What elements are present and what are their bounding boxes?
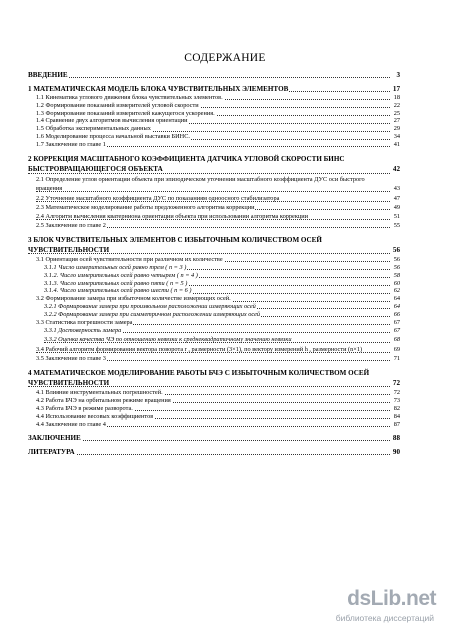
toc-entry xyxy=(28,126,400,132)
toc-entry xyxy=(28,320,400,326)
toc-entry-title: 3.5 Заключение по главе 3 xyxy=(36,354,106,362)
toc-entry-page: 88 xyxy=(392,433,400,442)
toc-entry-page: 67 xyxy=(393,326,400,334)
toc-entry xyxy=(28,155,400,174)
toc-entry-title: 2.1 Определение углов ориентации объекта при эпизодическом уточнении масштабного коэффициента ДУС оси быстрого вращения xyxy=(36,176,365,192)
toc-entry xyxy=(28,103,400,109)
toc-entry-page: 90 xyxy=(392,447,400,456)
toc-entry-page: 47 xyxy=(393,194,400,202)
toc-entry-title: 3.2.2 Формирование замера при симметричном расположении измеряющих осей xyxy=(44,311,261,319)
toc-entry-page: 55 xyxy=(393,221,400,229)
toc-entry xyxy=(28,414,400,420)
toc-entry xyxy=(28,328,400,334)
dot-leader xyxy=(28,77,390,78)
toc-entry-title: 4.3 Работа БЧЭ в режиме разворота. xyxy=(36,404,133,412)
toc-entry xyxy=(28,281,400,287)
toc-entry-page: 51 xyxy=(393,212,400,220)
toc-entry-page: 71 xyxy=(393,354,400,362)
toc-entry-title: 4 МАТЕМАТИЧЕСКОЕ МОДЕЛИРОВАНИЕ РАБОТЫ БЧЭ С ИЗБЫТОЧНЫМ КОЛИЧЕСТВОМ ОСЕЙ ЧУВСТВИТЕЛЬНОСТИ xyxy=(28,369,370,387)
toc-entry xyxy=(28,213,400,222)
toc-entry-page: 66 xyxy=(393,311,400,319)
toc-entry xyxy=(28,398,400,404)
toc-entry xyxy=(28,134,400,140)
toc-entry-page: 68 xyxy=(393,335,400,343)
toc-entry-title: 3.3.2 Оценка качества ЧЭ по отношению невязки к среднеквадратичному значению невязки xyxy=(44,335,292,343)
toc-entry-title: 3.4 Рабочий алгоритм формирования вектора поворота r , размерности (3×1), по вектору измерений h , размерности (n×1) xyxy=(36,345,363,353)
toc-entry-title: 1.7 Заключение по главе 1 xyxy=(36,141,106,149)
dot-leader xyxy=(28,454,390,455)
toc-entry xyxy=(28,118,400,124)
toc-entry-page: 27 xyxy=(393,117,400,125)
toc-entry-page: 22 xyxy=(393,101,400,109)
toc-entry xyxy=(28,142,400,148)
toc-entry xyxy=(28,390,400,396)
toc-entry-page: 42 xyxy=(392,164,400,173)
toc-entry-title: 4.2 Работа БЧЭ на орбитальном режиме вращения xyxy=(36,396,171,404)
toc-entry-page: 17 xyxy=(392,85,400,94)
toc-entry-title: 3.1.1 Число измерительных осей равно трем ( n = 3 ) xyxy=(44,263,187,271)
toc-entry xyxy=(28,86,400,93)
toc-entry-page: 49 xyxy=(393,203,400,211)
toc-entry xyxy=(28,369,400,388)
toc-entry-title: 3.1.2. Число измерительных осей равно четырем ( n = 4 ) xyxy=(44,271,198,279)
toc-entry-title: 2.3 Математическое моделирование работы предложенного алгоритма коррекции xyxy=(36,203,255,211)
table-of-contents xyxy=(28,72,400,456)
toc-entry-page: 69 xyxy=(393,345,400,353)
toc-entry xyxy=(28,312,400,318)
toc-entry-page: 82 xyxy=(393,404,400,412)
toc-entry-title: 2.4 Алгоритм вычисления кватерниона ориентации объекта при использовании алгоритма коррекции xyxy=(36,212,309,220)
toc-entry-title: 3.2.1 Формирование замера при произвольном расположении измеряющих осей xyxy=(44,303,256,311)
toc-entry xyxy=(28,257,400,263)
page-title: СОДЕРЖАНИЕ xyxy=(184,52,266,64)
toc-entry-title: 1.5 Обработка экспериментальных данных xyxy=(36,125,151,133)
toc-entry-page: 58 xyxy=(393,271,400,279)
toc-entry-title: 4.1 Влияние инструментальных погрешностей. xyxy=(36,388,163,396)
toc-entry xyxy=(28,95,400,101)
toc-entry-page: 29 xyxy=(393,125,400,133)
toc-entry-page: 60 xyxy=(393,279,400,287)
toc-entry-page: 87 xyxy=(393,420,400,428)
toc-entry xyxy=(28,406,400,412)
toc-entry-page: 72 xyxy=(392,378,400,387)
toc-entry xyxy=(28,422,400,428)
toc-entry-page: 34 xyxy=(393,133,400,141)
toc-entry-title: ЛИТЕРАТУРА xyxy=(28,447,75,456)
toc-entry-title: 4.4 Использование весовых коэффициентов xyxy=(36,412,154,420)
toc-entry-title: 1 МАТЕМАТИЧЕСКАЯ МОДЕЛЬ БЛОКА ЧУВСТВИТЕЛЬНЫХ ЭЛЕМЕНТОВ xyxy=(28,85,289,94)
toc-entry-page: 56 xyxy=(393,263,400,271)
toc-entry-page: 64 xyxy=(393,303,400,311)
toc-entry-page: 72 xyxy=(393,388,400,396)
toc-entry xyxy=(28,176,400,193)
toc-entry-title: 1.1 Кинематика углового движения блока чувствительных элементов. xyxy=(36,93,223,101)
toc-entry xyxy=(28,205,400,211)
toc-entry-page: 56 xyxy=(392,245,400,254)
toc-entry-title: 2.2 Уточнение масштабного коэффициента ДУС по показаниям одноосного стабилизатора xyxy=(36,194,280,202)
toc-entry-page: 18 xyxy=(393,93,400,101)
watermark xyxy=(316,587,436,627)
toc-entry-title: 2 КОРРЕКЦИЯ МАСШТАБНОГО КОЭФФИЦИЕНТА ДАТЧИКА УГЛОВОЙ СКОРОСТИ БИНС БЫСТРОВРАЩАЮЩЕГОСЯ ОБЪЕКТА xyxy=(28,155,345,173)
toc-entry-title: 3.3 Статистика погрешности замера xyxy=(36,318,133,326)
toc-entry xyxy=(28,356,400,362)
toc-entry-page: 56 xyxy=(393,255,400,263)
toc-entry xyxy=(28,236,400,255)
toc-entry xyxy=(28,296,400,302)
toc-entry xyxy=(28,346,400,355)
toc-entry-title: ЗАКЛЮЧЕНИЕ xyxy=(28,433,81,442)
toc-entry-title: 3.3.1 Достоверность замера xyxy=(44,326,122,334)
toc-entry xyxy=(28,288,400,294)
toc-entry-title: 3.2 Формирование замера при избыточном количестве измерющих осей. xyxy=(36,295,231,303)
toc-entry-page: 41 xyxy=(393,141,400,149)
toc-entry-title: 3.1 Ориентация осей чувствительности при различном их количестве xyxy=(36,255,223,263)
toc-entry-title: 1.4 Сравнение двух алгоритмов вычисления ориентации xyxy=(36,117,188,125)
toc-entry xyxy=(28,223,400,229)
dot-leader xyxy=(28,440,390,441)
toc-entry-page: 64 xyxy=(393,295,400,303)
watermark-subtitle: библиотека диссертаций xyxy=(335,613,434,623)
toc-entry-title: 1.6 Моделирование процесса начальной выставки БИНС. xyxy=(36,133,190,141)
toc-entry-page: 67 xyxy=(393,318,400,326)
toc-entry xyxy=(28,449,400,456)
toc-entry-title: 1.3 Формирование показаний измерителей кажущегося ускорения. xyxy=(36,109,215,117)
toc-entry-page: 25 xyxy=(393,109,400,117)
toc-entry-title: ВВЕДЕНИЕ xyxy=(28,71,68,79)
toc-entry-title: 3 БЛОК ЧУВСТВИТЕЛЬНЫХ ЭЛЕМЕНТОВ С ИЗБЫТОЧНЫМ КОЛИЧЕСТВОМ ОСЕЙ ЧУВСТВИТЕЛЬНОСТИ xyxy=(28,236,322,254)
toc-entry-title: 1.2 Формирование показаний измерителей угловой скорости xyxy=(36,101,199,109)
watermark-logo: dsLib.net xyxy=(347,587,436,610)
toc-entry-title: 2.5 Заключение по главе 2 xyxy=(36,221,106,229)
toc-entry-page: 73 xyxy=(393,396,400,404)
toc-entry xyxy=(28,304,400,310)
toc-entry-page: 84 xyxy=(393,412,400,420)
toc-entry-page: 3 xyxy=(396,71,400,79)
toc-entry-page: 43 xyxy=(393,184,400,192)
toc-entry xyxy=(28,72,400,79)
toc-entry xyxy=(28,265,400,271)
toc-entry-title: 3.1.4. Число измерительных осей равно шести ( n = 6 ) xyxy=(44,287,192,295)
toc-entry-title: 3.1.3. Число измерительных осей равно пяти ( n = 5 ) xyxy=(44,279,188,287)
toc-entry xyxy=(28,435,400,442)
toc-entry xyxy=(28,336,400,345)
toc-entry xyxy=(28,195,400,204)
toc-entry xyxy=(28,111,400,117)
toc-entry-title: 4.4 Заключение по главе 4 xyxy=(36,420,106,428)
toc-entry xyxy=(28,273,400,279)
toc-entry-page: 62 xyxy=(393,287,400,295)
